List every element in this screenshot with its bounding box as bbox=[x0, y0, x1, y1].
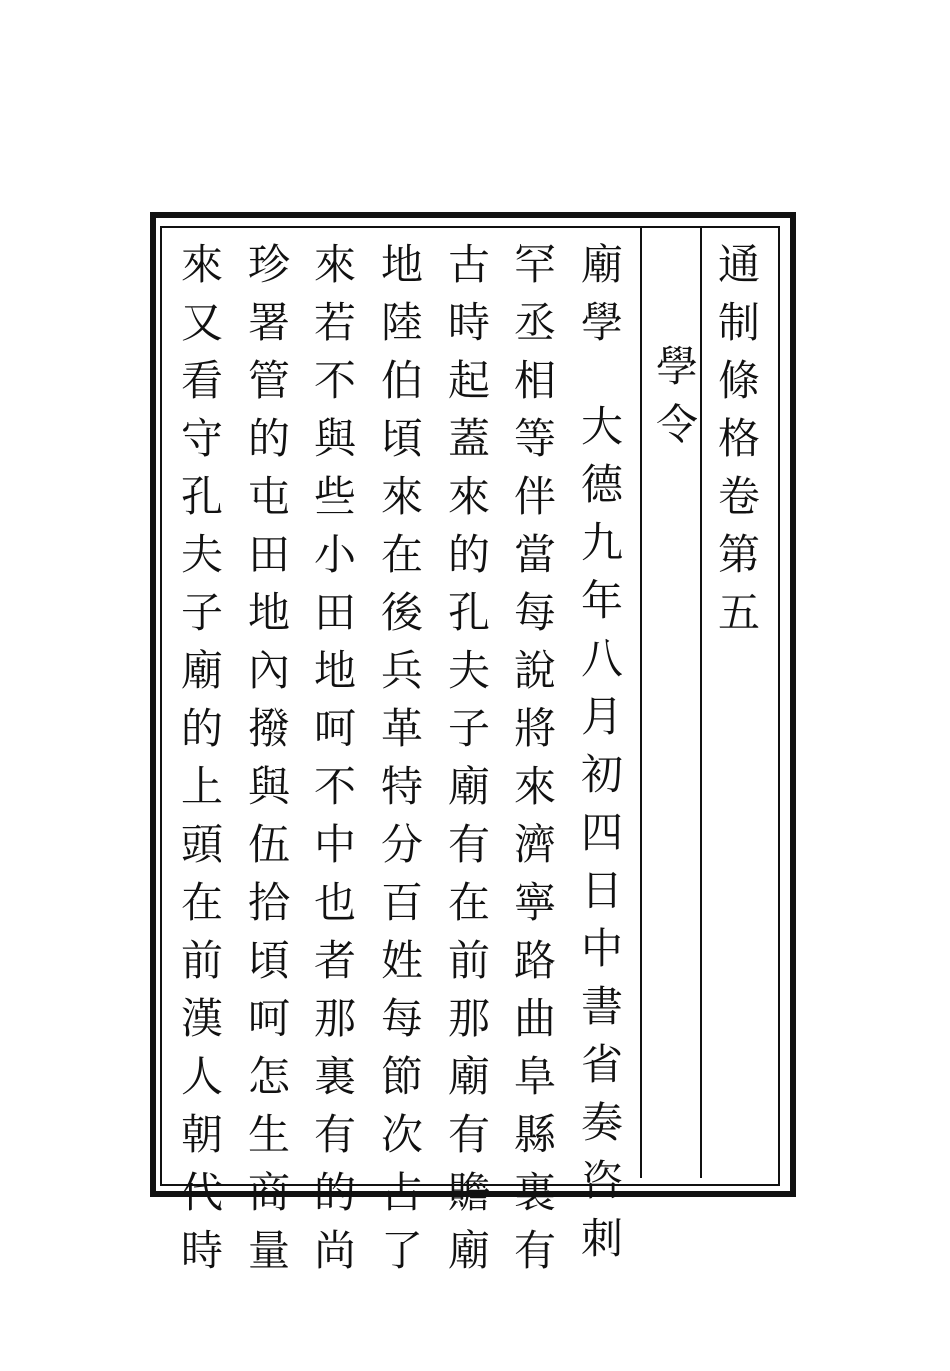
glyph: 漢 bbox=[180, 994, 223, 1043]
glyph: 些 bbox=[313, 472, 356, 521]
glyph: 相 bbox=[513, 356, 556, 405]
glyph: 阜 bbox=[513, 1052, 556, 1101]
glyph: 裏 bbox=[313, 1052, 356, 1101]
glyph: 廟 bbox=[447, 762, 490, 811]
glyph: 田 bbox=[247, 530, 290, 579]
text-column-6 bbox=[242, 238, 302, 1282]
glyph: 革 bbox=[380, 704, 423, 753]
glyph: 也 bbox=[313, 878, 356, 927]
column-gap bbox=[575, 354, 635, 400]
glyph: 頃 bbox=[247, 936, 290, 985]
glyph: 等 bbox=[513, 414, 556, 463]
glyph: 生 bbox=[247, 1110, 290, 1159]
glyph: 管 bbox=[247, 356, 290, 405]
glyph: 朝 bbox=[180, 1110, 223, 1159]
glyph: 來 bbox=[513, 762, 556, 811]
text-column-5 bbox=[308, 238, 368, 1282]
glyph: 卷 bbox=[717, 472, 760, 521]
glyph: 的 bbox=[447, 530, 490, 579]
glyph: 人 bbox=[180, 1052, 223, 1101]
glyph: 頃 bbox=[380, 414, 423, 463]
column-text bbox=[308, 238, 368, 1282]
glyph: 不 bbox=[313, 762, 356, 811]
glyph: 與 bbox=[247, 762, 290, 811]
glyph: 田 bbox=[313, 588, 356, 637]
glyph: 廟 bbox=[447, 1226, 490, 1275]
glyph: 孔 bbox=[180, 472, 223, 521]
column-text bbox=[375, 238, 435, 1282]
glyph: 地 bbox=[380, 240, 423, 289]
glyph: 又 bbox=[180, 298, 223, 347]
glyph: 看 bbox=[180, 356, 223, 405]
glyph: 大 bbox=[580, 402, 623, 451]
glyph: 來 bbox=[313, 240, 356, 289]
glyph: 前 bbox=[447, 936, 490, 985]
glyph: 每 bbox=[380, 994, 423, 1043]
glyph: 將 bbox=[513, 704, 556, 753]
glyph: 來 bbox=[380, 472, 423, 521]
column-text bbox=[442, 238, 502, 1282]
glyph: 特 bbox=[380, 762, 423, 811]
glyph: 條 bbox=[717, 356, 760, 405]
glyph: 當 bbox=[513, 530, 556, 579]
glyph: 上 bbox=[180, 762, 223, 811]
text-column-4 bbox=[375, 238, 435, 1282]
glyph: 子 bbox=[447, 704, 490, 753]
column-text bbox=[575, 238, 635, 1270]
glyph: 起 bbox=[447, 356, 490, 405]
glyph: 德 bbox=[580, 460, 623, 509]
glyph: 拾 bbox=[247, 878, 290, 927]
glyph: 陸 bbox=[380, 298, 423, 347]
glyph: 時 bbox=[180, 1226, 223, 1275]
glyph: 伴 bbox=[513, 472, 556, 521]
section-heading bbox=[650, 340, 710, 456]
glyph: 夫 bbox=[447, 646, 490, 695]
glyph: 孔 bbox=[447, 588, 490, 637]
glyph: 在 bbox=[447, 878, 490, 927]
glyph: 五 bbox=[717, 588, 760, 637]
glyph: 月 bbox=[580, 692, 623, 741]
glyph: 占 bbox=[380, 1168, 423, 1217]
glyph: 夫 bbox=[180, 530, 223, 579]
glyph: 小 bbox=[313, 530, 356, 579]
glyph: 怎 bbox=[247, 1052, 290, 1101]
glyph: 有 bbox=[513, 1226, 556, 1275]
glyph: 若 bbox=[313, 298, 356, 347]
glyph: 尚 bbox=[313, 1226, 356, 1275]
glyph: 撥 bbox=[247, 704, 290, 753]
glyph: 與 bbox=[313, 414, 356, 463]
glyph: 有 bbox=[447, 1110, 490, 1159]
glyph: 珍 bbox=[247, 240, 290, 289]
glyph: 在 bbox=[180, 878, 223, 927]
section-heading-column bbox=[650, 340, 710, 456]
column-text bbox=[508, 238, 568, 1282]
glyph: 節 bbox=[380, 1052, 423, 1101]
glyph: 罕 bbox=[513, 240, 556, 289]
glyph: 古 bbox=[447, 240, 490, 289]
glyph: 的 bbox=[313, 1168, 356, 1217]
glyph: 姓 bbox=[380, 936, 423, 985]
glyph: 的 bbox=[247, 414, 290, 463]
glyph: 九 bbox=[580, 518, 623, 567]
glyph: 路 bbox=[513, 936, 556, 985]
title-column bbox=[712, 238, 772, 644]
glyph: 學 bbox=[580, 298, 623, 347]
glyph: 說 bbox=[513, 646, 556, 695]
glyph: 前 bbox=[180, 936, 223, 985]
glyph: 不 bbox=[313, 356, 356, 405]
glyph: 奏 bbox=[580, 1098, 623, 1147]
glyph: 百 bbox=[380, 878, 423, 927]
glyph: 制 bbox=[717, 298, 760, 347]
glyph: 丞 bbox=[513, 298, 556, 347]
column-text bbox=[242, 238, 302, 1282]
glyph: 縣 bbox=[513, 1110, 556, 1159]
glyph: 時 bbox=[447, 298, 490, 347]
glyph: 次 bbox=[380, 1110, 423, 1159]
text-column-7 bbox=[175, 238, 235, 1282]
glyph: 寧 bbox=[513, 878, 556, 927]
glyph: 伍 bbox=[247, 820, 290, 869]
glyph: 伯 bbox=[380, 356, 423, 405]
glyph: 者 bbox=[313, 936, 356, 985]
glyph: 濟 bbox=[513, 820, 556, 869]
glyph: 的 bbox=[180, 704, 223, 753]
glyph: 那 bbox=[313, 994, 356, 1043]
glyph: 代 bbox=[180, 1168, 223, 1217]
glyph: 八 bbox=[580, 634, 623, 683]
glyph: 那 bbox=[447, 994, 490, 1043]
glyph: 四 bbox=[580, 808, 623, 857]
glyph: 刺 bbox=[580, 1214, 623, 1263]
glyph: 中 bbox=[313, 820, 356, 869]
glyph: 內 bbox=[247, 646, 290, 695]
glyph: 在 bbox=[380, 530, 423, 579]
glyph: 署 bbox=[247, 298, 290, 347]
glyph: 格 bbox=[717, 414, 760, 463]
glyph: 頭 bbox=[180, 820, 223, 869]
glyph: 書 bbox=[580, 982, 623, 1031]
glyph: 呵 bbox=[313, 704, 356, 753]
glyph: 省 bbox=[580, 1040, 623, 1089]
glyph: 第 bbox=[717, 530, 760, 579]
text-column-1 bbox=[575, 238, 635, 1270]
glyph: 裏 bbox=[513, 1168, 556, 1217]
glyph: 咨 bbox=[580, 1156, 623, 1205]
glyph: 廟 bbox=[180, 646, 223, 695]
glyph: 屯 bbox=[247, 472, 290, 521]
glyph: 子 bbox=[180, 588, 223, 637]
glyph: 學 bbox=[655, 342, 698, 391]
glyph: 日 bbox=[580, 866, 623, 915]
glyph: 有 bbox=[313, 1110, 356, 1159]
glyph: 令 bbox=[655, 400, 698, 449]
glyph: 呵 bbox=[247, 994, 290, 1043]
glyph: 廟 bbox=[447, 1052, 490, 1101]
text-column-2 bbox=[508, 238, 568, 1282]
glyph: 地 bbox=[247, 588, 290, 637]
glyph: 中 bbox=[580, 924, 623, 973]
glyph: 蓋 bbox=[447, 414, 490, 463]
glyph: 守 bbox=[180, 414, 223, 463]
glyph: 廟 bbox=[580, 240, 623, 289]
glyph: 量 bbox=[247, 1226, 290, 1275]
text-column-3 bbox=[442, 238, 502, 1282]
glyph: 後 bbox=[380, 588, 423, 637]
column-rule bbox=[640, 228, 642, 1178]
glyph: 有 bbox=[447, 820, 490, 869]
glyph: 通 bbox=[717, 240, 760, 289]
column-text bbox=[175, 238, 235, 1282]
glyph: 贍 bbox=[447, 1168, 490, 1217]
glyph: 來 bbox=[447, 472, 490, 521]
glyph: 每 bbox=[513, 588, 556, 637]
glyph: 地 bbox=[313, 646, 356, 695]
glyph: 初 bbox=[580, 750, 623, 799]
glyph: 商 bbox=[247, 1168, 290, 1217]
glyph: 年 bbox=[580, 576, 623, 625]
glyph: 曲 bbox=[513, 994, 556, 1043]
glyph: 來 bbox=[180, 240, 223, 289]
glyph: 了 bbox=[380, 1226, 423, 1275]
glyph: 兵 bbox=[380, 646, 423, 695]
book-title bbox=[712, 238, 772, 644]
glyph: 分 bbox=[380, 820, 423, 869]
